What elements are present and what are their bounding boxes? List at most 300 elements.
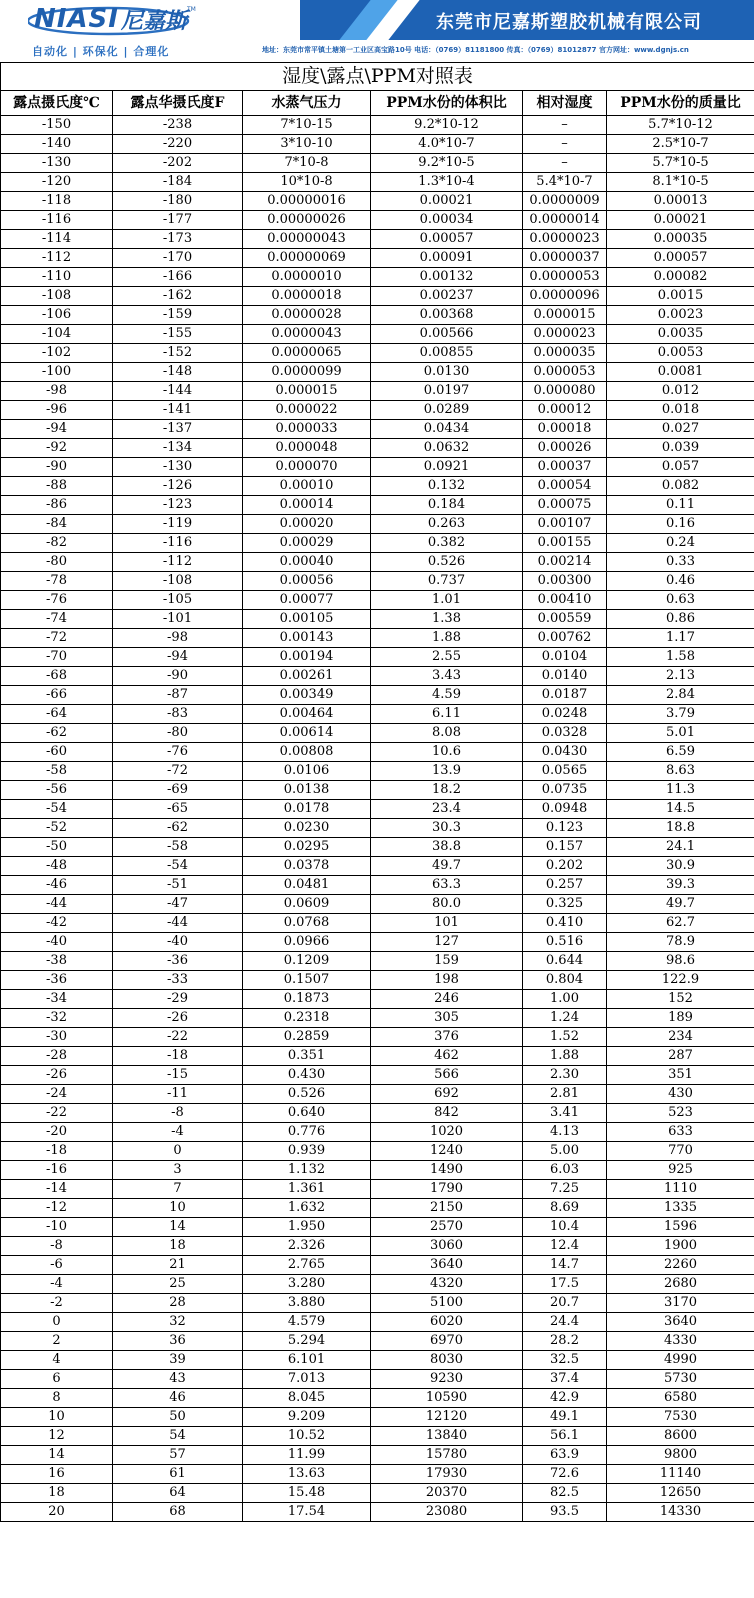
cell-dewpoint-f: -51	[113, 876, 243, 895]
cell-ppm-volume: 842	[371, 1104, 523, 1123]
cell-ppm-volume: 0.0632	[371, 439, 523, 458]
cell-ppm-mass: 98.6	[607, 952, 754, 971]
table-row	[1, 249, 754, 268]
cell-ppm-mass: 8.1*10-5	[607, 173, 754, 192]
cell-ppm-mass: 0.86	[607, 610, 754, 629]
cell-ppm-volume: 6.11	[371, 705, 523, 724]
table-row	[1, 363, 754, 382]
cell-dewpoint-f: -180	[113, 192, 243, 211]
table-row	[1, 325, 754, 344]
table-row	[1, 553, 754, 572]
cell-ppm-volume: 0.263	[371, 515, 523, 534]
cell-ppm-volume: 2.55	[371, 648, 523, 667]
cell-relative-humidity: 56.1	[523, 1427, 607, 1446]
cell-ppm-mass: 351	[607, 1066, 754, 1085]
cell-dewpoint-f: -80	[113, 724, 243, 743]
cell-vapor-pressure: 0.000033	[243, 420, 371, 439]
cell-dewpoint-c: -86	[1, 496, 113, 515]
cell-dewpoint-c: -6	[1, 1256, 113, 1275]
cell-dewpoint-c: -24	[1, 1085, 113, 1104]
cell-ppm-volume: 1020	[371, 1123, 523, 1142]
cell-relative-humidity: 0.000080	[523, 382, 607, 401]
cell-dewpoint-c: -38	[1, 952, 113, 971]
cell-ppm-mass: 0.63	[607, 591, 754, 610]
cell-dewpoint-f: -184	[113, 173, 243, 192]
table-row	[1, 1313, 754, 1332]
cell-dewpoint-f: -112	[113, 553, 243, 572]
table-row	[1, 306, 754, 325]
table-row	[1, 116, 754, 135]
cell-relative-humidity: 2.81	[523, 1085, 607, 1104]
table-row	[1, 667, 754, 686]
cell-ppm-mass: 1.17	[607, 629, 754, 648]
cell-relative-humidity: 0.000015	[523, 306, 607, 325]
cell-ppm-volume: 4320	[371, 1275, 523, 1294]
table-row	[1, 477, 754, 496]
cell-dewpoint-f: -126	[113, 477, 243, 496]
cell-ppm-volume: 0.0289	[371, 401, 523, 420]
cell-ppm-mass: 0.0035	[607, 325, 754, 344]
cell-dewpoint-c: -30	[1, 1028, 113, 1047]
cell-dewpoint-c: 10	[1, 1408, 113, 1427]
cell-dewpoint-c: -42	[1, 914, 113, 933]
cell-ppm-mass: 770	[607, 1142, 754, 1161]
cell-ppm-volume: 0.00021	[371, 192, 523, 211]
cell-dewpoint-c: -108	[1, 287, 113, 306]
cell-dewpoint-f: -170	[113, 249, 243, 268]
cell-dewpoint-f: -177	[113, 211, 243, 230]
cell-vapor-pressure: 0.0000043	[243, 325, 371, 344]
cell-relative-humidity: 0.0735	[523, 781, 607, 800]
cell-dewpoint-f: -108	[113, 572, 243, 591]
cell-dewpoint-f: -148	[113, 363, 243, 382]
cell-vapor-pressure: 0.00143	[243, 629, 371, 648]
table-row	[1, 458, 754, 477]
table-row	[1, 1503, 754, 1522]
cell-ppm-volume: 0.382	[371, 534, 523, 553]
cell-vapor-pressure: 1.361	[243, 1180, 371, 1199]
cell-ppm-volume: 1240	[371, 1142, 523, 1161]
column-header-dewpoint-f: 露点华摄氏度F	[113, 91, 243, 116]
table-row	[1, 648, 754, 667]
cell-dewpoint-f: 14	[113, 1218, 243, 1237]
cell-ppm-mass: 18.8	[607, 819, 754, 838]
cell-ppm-volume: 0.00091	[371, 249, 523, 268]
cell-dewpoint-f: -18	[113, 1047, 243, 1066]
cell-ppm-mass: 24.1	[607, 838, 754, 857]
cell-ppm-volume: 566	[371, 1066, 523, 1085]
cell-dewpoint-c: -28	[1, 1047, 113, 1066]
cell-relative-humidity: 0.00300	[523, 572, 607, 591]
cell-vapor-pressure: 0.00056	[243, 572, 371, 591]
cell-dewpoint-c: -74	[1, 610, 113, 629]
cell-vapor-pressure: 0.000015	[243, 382, 371, 401]
column-header-ppm-mass: PPM水份的质量比	[607, 91, 754, 116]
table-row	[1, 800, 754, 819]
cell-vapor-pressure: 0.2318	[243, 1009, 371, 1028]
table-row	[1, 1009, 754, 1028]
cell-ppm-volume: 0.526	[371, 553, 523, 572]
cell-ppm-volume: 305	[371, 1009, 523, 1028]
cell-ppm-mass: 1.58	[607, 648, 754, 667]
table-row	[1, 1218, 754, 1237]
table-row	[1, 1427, 754, 1446]
table-row	[1, 1389, 754, 1408]
cell-vapor-pressure: 0.0378	[243, 857, 371, 876]
cell-ppm-volume: 127	[371, 933, 523, 952]
cell-ppm-mass: 6.59	[607, 743, 754, 762]
cell-dewpoint-f: -123	[113, 496, 243, 515]
cell-ppm-volume: 13.9	[371, 762, 523, 781]
cell-dewpoint-f: 18	[113, 1237, 243, 1256]
cell-vapor-pressure: 10.52	[243, 1427, 371, 1446]
cell-ppm-volume: 0.737	[371, 572, 523, 591]
cell-vapor-pressure: 0.0609	[243, 895, 371, 914]
cell-vapor-pressure: 0.640	[243, 1104, 371, 1123]
cell-ppm-volume: 0.00034	[371, 211, 523, 230]
cell-dewpoint-c: -54	[1, 800, 113, 819]
cell-dewpoint-f: 21	[113, 1256, 243, 1275]
cell-dewpoint-c: -36	[1, 971, 113, 990]
table-row	[1, 496, 754, 515]
cell-ppm-mass: 430	[607, 1085, 754, 1104]
cell-relative-humidity: 0.00037	[523, 458, 607, 477]
table-row	[1, 534, 754, 553]
cell-dewpoint-f: -62	[113, 819, 243, 838]
contact-info: 地址：东莞市常平镇土塘第一工业区高宝路10号 电话：（0769）81181800 传真：（0769）81012877 官方网址：www.dgnjs.cn	[262, 46, 689, 54]
cell-vapor-pressure: 0.0768	[243, 914, 371, 933]
cell-ppm-mass: 0.0053	[607, 344, 754, 363]
cell-vapor-pressure: 0.0000099	[243, 363, 371, 382]
cell-ppm-mass: 189	[607, 1009, 754, 1028]
cell-ppm-volume: 0.0434	[371, 420, 523, 439]
cell-dewpoint-c: -116	[1, 211, 113, 230]
page-header	[0, 0, 754, 62]
cell-dewpoint-c: -70	[1, 648, 113, 667]
cell-relative-humidity: 0.0000037	[523, 249, 607, 268]
cell-relative-humidity: 3.41	[523, 1104, 607, 1123]
cell-relative-humidity: 0.202	[523, 857, 607, 876]
dewpoint-ppm-table	[0, 62, 754, 1522]
cell-vapor-pressure: 0.0000018	[243, 287, 371, 306]
cell-ppm-volume: 9.2*10-12	[371, 116, 523, 135]
cell-ppm-mass: 0.012	[607, 382, 754, 401]
cell-ppm-volume: 376	[371, 1028, 523, 1047]
cell-dewpoint-f: -36	[113, 952, 243, 971]
table-row	[1, 781, 754, 800]
cell-vapor-pressure: 0.0178	[243, 800, 371, 819]
cell-relative-humidity: 0.0104	[523, 648, 607, 667]
table-row	[1, 952, 754, 971]
cell-ppm-mass: 3170	[607, 1294, 754, 1313]
cell-ppm-volume: 0.00132	[371, 268, 523, 287]
cell-relative-humidity: 0.00762	[523, 629, 607, 648]
cell-ppm-volume: 49.7	[371, 857, 523, 876]
cell-vapor-pressure: 3*10-10	[243, 135, 371, 154]
cell-vapor-pressure: 0.00010	[243, 477, 371, 496]
cell-dewpoint-c: 18	[1, 1484, 113, 1503]
cell-ppm-volume: 1490	[371, 1161, 523, 1180]
cell-vapor-pressure: 0.0000065	[243, 344, 371, 363]
cell-dewpoint-f: -15	[113, 1066, 243, 1085]
cell-dewpoint-c: -50	[1, 838, 113, 857]
cell-vapor-pressure: 0.939	[243, 1142, 371, 1161]
cell-dewpoint-c: -22	[1, 1104, 113, 1123]
cell-ppm-volume: 0.00237	[371, 287, 523, 306]
cell-relative-humidity: 0.0000009	[523, 192, 607, 211]
cell-dewpoint-f: -130	[113, 458, 243, 477]
cell-relative-humidity: 0.0000014	[523, 211, 607, 230]
cell-dewpoint-f: 54	[113, 1427, 243, 1446]
cell-vapor-pressure: 1.632	[243, 1199, 371, 1218]
cell-relative-humidity: 0.00214	[523, 553, 607, 572]
cell-ppm-mass: 4330	[607, 1332, 754, 1351]
cell-ppm-mass: 11.3	[607, 781, 754, 800]
cell-dewpoint-c: 12	[1, 1427, 113, 1446]
cell-ppm-volume: 0.00566	[371, 325, 523, 344]
cell-relative-humidity: 8.69	[523, 1199, 607, 1218]
cell-vapor-pressure: 3.880	[243, 1294, 371, 1313]
cell-dewpoint-c: -68	[1, 667, 113, 686]
cell-dewpoint-f: -166	[113, 268, 243, 287]
cell-ppm-mass: 0.0015	[607, 287, 754, 306]
cell-dewpoint-f: -116	[113, 534, 243, 553]
table-row	[1, 610, 754, 629]
cell-vapor-pressure: 0.1209	[243, 952, 371, 971]
cell-ppm-volume: 246	[371, 990, 523, 1009]
cell-ppm-volume: 20370	[371, 1484, 523, 1503]
table-body	[1, 116, 754, 1522]
cell-dewpoint-c: -8	[1, 1237, 113, 1256]
table-row	[1, 629, 754, 648]
cell-relative-humidity: 0.257	[523, 876, 607, 895]
cell-relative-humidity: 0.00026	[523, 439, 607, 458]
cell-dewpoint-c: -48	[1, 857, 113, 876]
cell-ppm-volume: 0.132	[371, 477, 523, 496]
cell-ppm-volume: 4.59	[371, 686, 523, 705]
cell-relative-humidity: 0.0565	[523, 762, 607, 781]
cell-relative-humidity: 20.7	[523, 1294, 607, 1313]
cell-ppm-volume: 159	[371, 952, 523, 971]
cell-vapor-pressure: 13.63	[243, 1465, 371, 1484]
cell-dewpoint-f: -141	[113, 401, 243, 420]
cell-relative-humidity: 63.9	[523, 1446, 607, 1465]
cell-dewpoint-f: -162	[113, 287, 243, 306]
cell-dewpoint-c: -26	[1, 1066, 113, 1085]
cell-dewpoint-f: -137	[113, 420, 243, 439]
table-row	[1, 705, 754, 724]
cell-dewpoint-c: -60	[1, 743, 113, 762]
cell-ppm-mass: 1110	[607, 1180, 754, 1199]
cell-dewpoint-f: -83	[113, 705, 243, 724]
cell-ppm-volume: 4.0*10-7	[371, 135, 523, 154]
cell-dewpoint-c: -40	[1, 933, 113, 952]
brand-logo[interactable]	[34, 2, 196, 36]
cell-dewpoint-f: 28	[113, 1294, 243, 1313]
cell-vapor-pressure: 7*10-8	[243, 154, 371, 173]
cell-vapor-pressure: 0.00040	[243, 553, 371, 572]
cell-ppm-mass: 6580	[607, 1389, 754, 1408]
cell-ppm-volume: 1.38	[371, 610, 523, 629]
cell-ppm-mass: 0.00021	[607, 211, 754, 230]
cell-vapor-pressure: 0.00194	[243, 648, 371, 667]
cell-dewpoint-c: 16	[1, 1465, 113, 1484]
cell-relative-humidity: 0.00075	[523, 496, 607, 515]
table-row	[1, 439, 754, 458]
cell-relative-humidity: 0.00410	[523, 591, 607, 610]
cell-dewpoint-f: 7	[113, 1180, 243, 1199]
cell-vapor-pressure: 0.00000016	[243, 192, 371, 211]
cell-vapor-pressure: 0.776	[243, 1123, 371, 1142]
cell-dewpoint-c: -72	[1, 629, 113, 648]
cell-relative-humidity: 0.0000096	[523, 287, 607, 306]
cell-relative-humidity: 5.00	[523, 1142, 607, 1161]
cell-relative-humidity: 0.516	[523, 933, 607, 952]
cell-ppm-mass: 0.082	[607, 477, 754, 496]
cell-ppm-volume: 692	[371, 1085, 523, 1104]
cell-dewpoint-c: -102	[1, 344, 113, 363]
cell-relative-humidity: 0.00012	[523, 401, 607, 420]
cell-relative-humidity: 0.0248	[523, 705, 607, 724]
slogan: 自动化 | 环保化 | 合理化	[32, 45, 170, 58]
table-row	[1, 876, 754, 895]
cell-dewpoint-c: -20	[1, 1123, 113, 1142]
cell-ppm-mass: 8.63	[607, 762, 754, 781]
cell-vapor-pressure: 7*10-15	[243, 116, 371, 135]
table-row	[1, 591, 754, 610]
cell-dewpoint-c: -66	[1, 686, 113, 705]
cell-ppm-mass: 2.5*10-7	[607, 135, 754, 154]
cell-relative-humidity: 5.4*10-7	[523, 173, 607, 192]
cell-vapor-pressure: 0.1507	[243, 971, 371, 990]
cell-ppm-mass: 5730	[607, 1370, 754, 1389]
cell-ppm-volume: 18.2	[371, 781, 523, 800]
cell-relative-humidity: 0.0187	[523, 686, 607, 705]
dewpoint-table-container	[0, 62, 754, 1522]
cell-vapor-pressure: 3.280	[243, 1275, 371, 1294]
cell-dewpoint-f: 32	[113, 1313, 243, 1332]
cell-ppm-mass: 0.018	[607, 401, 754, 420]
cell-ppm-volume: 462	[371, 1047, 523, 1066]
cell-dewpoint-c: -150	[1, 116, 113, 135]
table-row	[1, 230, 754, 249]
cell-dewpoint-f: 0	[113, 1142, 243, 1161]
cell-vapor-pressure: 0.0966	[243, 933, 371, 952]
cell-vapor-pressure: 0.00020	[243, 515, 371, 534]
table-row	[1, 990, 754, 1009]
table-row	[1, 1256, 754, 1275]
cell-vapor-pressure: 0.00029	[243, 534, 371, 553]
table-row	[1, 1237, 754, 1256]
cell-dewpoint-c: -52	[1, 819, 113, 838]
table-row	[1, 211, 754, 230]
table-row	[1, 401, 754, 420]
cell-ppm-volume: 101	[371, 914, 523, 933]
cell-dewpoint-c: -82	[1, 534, 113, 553]
cell-ppm-mass: 5.7*10-5	[607, 154, 754, 173]
cell-dewpoint-f: -152	[113, 344, 243, 363]
cell-ppm-volume: 0.184	[371, 496, 523, 515]
cell-relative-humidity: 0.000053	[523, 363, 607, 382]
cell-relative-humidity: 28.2	[523, 1332, 607, 1351]
cell-ppm-mass: 2260	[607, 1256, 754, 1275]
cell-ppm-mass: 523	[607, 1104, 754, 1123]
table-row	[1, 914, 754, 933]
cell-dewpoint-f: -202	[113, 154, 243, 173]
cell-dewpoint-c: -140	[1, 135, 113, 154]
cell-ppm-mass: 62.7	[607, 914, 754, 933]
cell-ppm-volume: 30.3	[371, 819, 523, 838]
cell-vapor-pressure: 17.54	[243, 1503, 371, 1522]
cell-dewpoint-f: -29	[113, 990, 243, 1009]
cell-vapor-pressure: 0.0230	[243, 819, 371, 838]
cell-ppm-mass: 0.16	[607, 515, 754, 534]
cell-dewpoint-f: -58	[113, 838, 243, 857]
cell-ppm-mass: 0.00013	[607, 192, 754, 211]
cell-dewpoint-c: -34	[1, 990, 113, 1009]
cell-ppm-volume: 38.8	[371, 838, 523, 857]
table-row	[1, 572, 754, 591]
cell-ppm-volume: 6970	[371, 1332, 523, 1351]
cell-relative-humidity: 0.644	[523, 952, 607, 971]
cell-ppm-volume: 0.00057	[371, 230, 523, 249]
cell-ppm-volume: 0.00855	[371, 344, 523, 363]
company-name: 东莞市尼嘉斯塑胶机械有限公司	[436, 12, 702, 33]
cell-vapor-pressure: 0.00077	[243, 591, 371, 610]
cell-relative-humidity: 49.1	[523, 1408, 607, 1427]
cell-dewpoint-f: -101	[113, 610, 243, 629]
cell-relative-humidity: 0.00107	[523, 515, 607, 534]
cell-vapor-pressure: 0.0106	[243, 762, 371, 781]
cell-vapor-pressure: 0.00464	[243, 705, 371, 724]
cell-ppm-mass: 49.7	[607, 895, 754, 914]
cell-vapor-pressure: 0.00349	[243, 686, 371, 705]
cell-relative-humidity: 0.0000053	[523, 268, 607, 287]
cell-ppm-volume: 1.3*10-4	[371, 173, 523, 192]
cell-ppm-mass: 2.13	[607, 667, 754, 686]
cell-ppm-volume: 13840	[371, 1427, 523, 1446]
cell-ppm-volume: 8030	[371, 1351, 523, 1370]
cell-relative-humidity: 1.24	[523, 1009, 607, 1028]
cell-dewpoint-f: -220	[113, 135, 243, 154]
cell-dewpoint-f: -40	[113, 933, 243, 952]
cell-relative-humidity: 12.4	[523, 1237, 607, 1256]
table-row	[1, 268, 754, 287]
cell-ppm-volume: 0.0130	[371, 363, 523, 382]
cell-vapor-pressure: 0.2859	[243, 1028, 371, 1047]
cell-relative-humidity: 4.13	[523, 1123, 607, 1142]
cell-relative-humidity: 17.5	[523, 1275, 607, 1294]
cell-dewpoint-c: -16	[1, 1161, 113, 1180]
cell-dewpoint-f: 39	[113, 1351, 243, 1370]
cell-vapor-pressure: 0.00014	[243, 496, 371, 515]
cell-dewpoint-c: -92	[1, 439, 113, 458]
cell-dewpoint-c: -12	[1, 1199, 113, 1218]
cell-ppm-volume: 63.3	[371, 876, 523, 895]
cell-ppm-mass: 0.00082	[607, 268, 754, 287]
cell-dewpoint-c: -62	[1, 724, 113, 743]
cell-dewpoint-c: -120	[1, 173, 113, 192]
cell-relative-humidity: 93.5	[523, 1503, 607, 1522]
cell-vapor-pressure: 0.000070	[243, 458, 371, 477]
cell-ppm-volume: 1.88	[371, 629, 523, 648]
cell-dewpoint-c: -130	[1, 154, 113, 173]
table-row	[1, 154, 754, 173]
cell-vapor-pressure: 0.1873	[243, 990, 371, 1009]
cell-dewpoint-c: -46	[1, 876, 113, 895]
cell-relative-humidity: 2.30	[523, 1066, 607, 1085]
table-row	[1, 1028, 754, 1047]
